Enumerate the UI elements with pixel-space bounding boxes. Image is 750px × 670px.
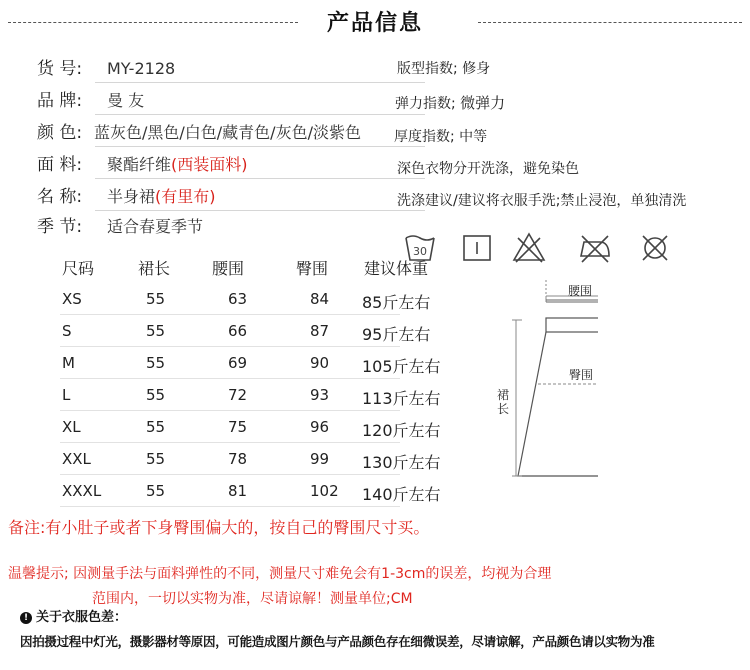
- no-iron-icon: [578, 230, 612, 264]
- size-cell: XXXL: [62, 482, 102, 500]
- size-cell: 95斤左右: [362, 325, 431, 344]
- info-value-name: [107, 182, 216, 212]
- info-label-season: 季 节:: [37, 217, 83, 237]
- size-header-size: 尺码: [62, 259, 95, 278]
- size-cell: 55: [146, 354, 166, 372]
- elasticity-index: [395, 92, 505, 113]
- info-value-item-no: MY-2128: [107, 59, 176, 78]
- size-cell: 85斤左右: [362, 293, 431, 312]
- iron-icon: [460, 230, 494, 264]
- thickness-index: 厚度指数; 中等: [394, 129, 488, 145]
- divider: [95, 146, 425, 147]
- info-label-name: 名 称:: [37, 187, 83, 207]
- size-cell: 90: [310, 354, 330, 372]
- info-value-brand: 曼 友: [107, 91, 145, 110]
- size-cell: 75: [228, 418, 248, 436]
- table-row-divider: [60, 506, 400, 507]
- size-cell: 120斤左右: [362, 421, 441, 440]
- warm-tip-line2: 范围内，一切以实物为准，尽请谅解！测量单位;CM: [92, 591, 413, 607]
- wash-temperature-label: 30: [413, 245, 427, 258]
- size-cell: 105斤左右: [362, 357, 441, 376]
- size-cell: M: [62, 354, 75, 372]
- fabric-extra: (西装面料): [171, 155, 248, 174]
- table-row-divider: [60, 474, 400, 475]
- divider: [95, 210, 425, 211]
- info-label-color: 颜 色:: [37, 123, 83, 143]
- alert-icon: !: [20, 612, 32, 624]
- size-cell: 81: [228, 482, 248, 500]
- size-cell: S: [62, 322, 72, 340]
- no-tumble-dry-icon: [638, 230, 672, 264]
- wash-note: 深色衣物分开洗涤，避免染色: [397, 161, 579, 177]
- size-cell: 84: [310, 290, 330, 308]
- info-value-season: 适合春夏季节: [107, 217, 204, 236]
- table-row-divider: [60, 442, 400, 443]
- size-cell: 96: [310, 418, 330, 436]
- size-header-length: 裙长: [138, 259, 171, 278]
- name-extra: (有里布): [155, 187, 216, 206]
- table-row-divider: [60, 314, 400, 315]
- skirt-diagram: [488, 278, 598, 483]
- color-difference-heading: [20, 606, 127, 625]
- size-cell: 130斤左右: [362, 453, 441, 472]
- size-cell: 66: [228, 322, 248, 340]
- divider: [95, 178, 425, 179]
- warm-tip-line1: 温馨提示; 因测量手法与面料弹性的不同，测量尺寸难免会有1-3cm的误差，均视为合理: [8, 566, 552, 582]
- size-cell: 55: [146, 322, 166, 340]
- size-cell: 55: [146, 386, 166, 404]
- size-cell: XS: [62, 290, 82, 308]
- size-cell: 69: [228, 354, 248, 372]
- size-header-weight: 建议体重: [364, 259, 429, 278]
- size-cell: XL: [62, 418, 81, 436]
- size-header-waist: 腰围: [212, 259, 245, 278]
- divider: [95, 82, 425, 83]
- size-cell: 113斤左右: [362, 389, 441, 408]
- size-cell: 99: [310, 450, 330, 468]
- divider: [95, 114, 425, 115]
- elasticity-label: 弹力指数;: [395, 96, 456, 112]
- wash-advice: 洗涤建议/建议将衣服手洗;禁止浸泡，单独清洗: [397, 193, 687, 209]
- info-label-brand: 品 牌:: [37, 91, 83, 111]
- size-cell: 140斤左右: [362, 485, 441, 504]
- size-header-hip: 臀围: [296, 259, 329, 278]
- size-cell: 72: [228, 386, 248, 404]
- fit-index: 版型指数; 修身: [397, 61, 491, 77]
- elasticity-value: 微弹力: [460, 94, 506, 112]
- info-value-color: 蓝灰色/黑色/白色/藏青色/灰色/淡紫色: [94, 123, 361, 142]
- size-cell: 63: [228, 290, 248, 308]
- table-row-divider: [60, 410, 400, 411]
- size-cell: 78: [228, 450, 248, 468]
- color-difference-body: 因拍摄过程中灯光，摄影器材等原因，可能造成图片颜色与产品颜色存在细微误差，尽请谅解，产品颜色请以实物为准: [20, 634, 655, 649]
- size-cell: 87: [310, 322, 330, 340]
- info-label-item-no: 货 号:: [37, 59, 83, 79]
- header-right-divider: [478, 22, 742, 23]
- size-cell: 55: [146, 482, 166, 500]
- hip-label: 臀围: [568, 368, 594, 382]
- size-cell: XXL: [62, 450, 91, 468]
- size-cell: 55: [146, 290, 166, 308]
- table-row-divider: [60, 346, 400, 347]
- info-label-fabric: 面 料:: [37, 155, 83, 175]
- size-cell: 55: [146, 450, 166, 468]
- size-cell: 93: [310, 386, 330, 404]
- table-row-divider: [60, 378, 400, 379]
- skirt-length-label: 裙长: [497, 388, 510, 416]
- size-cell: 102: [310, 482, 339, 500]
- waist-label: 腰围: [567, 284, 593, 298]
- page-title: 产品信息: [326, 11, 423, 36]
- info-value-fabric: [107, 150, 248, 180]
- color-difference-heading-text: 关于衣服色差：: [36, 610, 128, 625]
- remark-note: 备注:有小肚子或者下身臀围偏大的，按自己的臀围尺寸买。: [8, 518, 430, 537]
- fabric-text: 聚酯纤维: [107, 155, 172, 174]
- no-bleach-icon: [512, 230, 546, 264]
- size-cell: L: [62, 386, 71, 404]
- size-cell: 55: [146, 418, 166, 436]
- name-text: 半身裙: [107, 187, 156, 206]
